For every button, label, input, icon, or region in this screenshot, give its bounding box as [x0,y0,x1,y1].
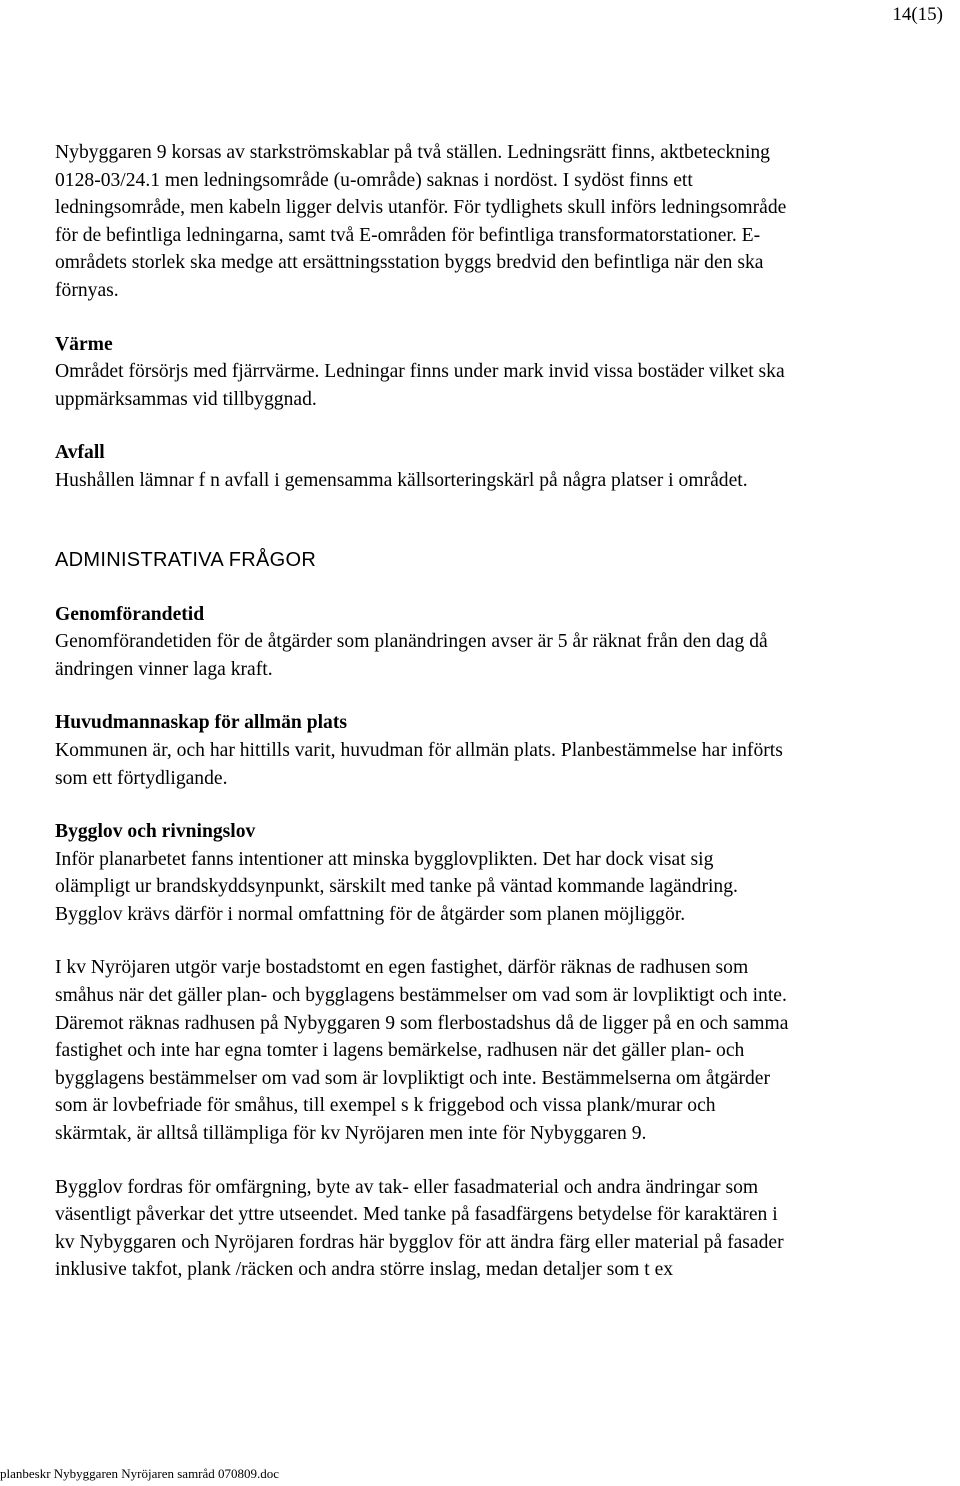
section-huvudmannaskap [55,709,955,792]
text-line: för de befintliga ledningarna, samt två E-områden för befintliga transformatorstationer. E- [55,224,761,246]
text-line: Kommunen är, och har hittills varit, huvudman för allmän plats. Planbestämmelse har införts [55,739,783,761]
heading-varme: Värme [55,333,113,355]
text-line: Däremot räknas radhusen på Nybyggaren 9 som flerbostadshus då de ligger på en och samma [55,1012,789,1034]
heading-avfall: Avfall [55,442,105,464]
text-line: som är lovbefriade för småhus, till exempel s k friggebod och vissa plank/murar och [55,1095,716,1117]
text-line: olämpligt ur brandskyddsynpunkt, särskilt med tanke på väntad kommande lagändring. [55,876,738,898]
heading-huvudmannaskap: Huvudmannaskap för allmän plats [55,712,348,734]
text-line: områdets storlek ska medge att ersättningsstation byggs bredvid den befintliga när den ska [55,252,764,274]
paragraph-ledningar [55,139,955,305]
text-line: ändringen vinner laga kraft. [55,658,273,680]
paragraph-nyrojaren [55,954,955,1147]
text-line: skärmtak, är alltså tillämpliga för kv Nyröjaren men inte för Nybyggaren 9. [55,1123,647,1145]
text-line: fastighet och inte har egna tomter i lagens bemärkelse, radhusen när det gäller plan- och [55,1040,745,1062]
text-line: Området försörjs med fjärrvärme. Ledningar finns under mark invid vissa bostäder vilket ska [55,361,785,383]
document-body [55,139,955,1284]
text-line: kv Nybyggaren och Nyröjaren fordras här bygglov för att ändra färg eller material på fasader [55,1231,784,1253]
text-line: småhus när det gäller plan- och bygglagens bestämmelser om vad som är lovpliktigt och inte. [55,985,787,1007]
section-bygglov [55,818,955,928]
section-genomforandetid [55,601,955,684]
text-line: Bygglov krävs därför i normal omfattning för de åtgärder som planen möjliggör. [55,903,686,925]
text-line: väsentligt påverkar det yttre utseendet. Med tanke på fasadfärgens betydelse för karaktären i [55,1204,778,1226]
text-line: I kv Nyröjaren utgör varje bostadstomt en egen fastighet, därför räknas de radhusen som [55,957,749,979]
paragraph-omfargning [55,1174,955,1284]
text-line: förnyas. [55,279,119,301]
text-line: Nybyggaren 9 korsas av starkströmskablar på två ställen. Ledningsrätt finns, aktbeteckning [55,142,770,163]
text-line: Genomförandetiden för de åtgärder som planändringen avser är 5 år räknat från den dag då [55,631,768,653]
text-line: Bygglov fordras för omfärgning, byte av tak- eller fasadmaterial och andra ändringar som [55,1176,759,1198]
section-title-administrativa: ADMINISTRATIVA FRÅGOR [55,548,317,571]
footer-filename: planbeskr Nybyggaren Nyröjaren samråd 070809.doc [0,1466,280,1481]
section-varme [55,331,955,414]
text-line: som ett förtydligande. [55,767,228,789]
text-line: ledningsområde, men kabeln ligger delvis utanför. För tydlighets skull införs ledningsområde [55,197,787,219]
text-line: uppmärksammas vid tillbyggnad. [55,388,317,410]
section-avfall [55,439,955,494]
text-line: Hushållen lämnar f n avfall i gemensamma källsorteringskärl på några platser i området. [55,469,748,491]
text-line: 0128-03/24.1 men ledningsområde (u-område) saknas i nordöst. I sydöst finns ett [55,169,693,191]
text-line: bygglagens bestämmelser om vad som är lovpliktigt och inte. Bestämmelserna om åtgärder [55,1067,770,1089]
text-line: Inför planarbetet fanns intentioner att minska bygglovplikten. Det har dock visat sig [55,848,714,870]
text-line: inklusive takfot, plank /räcken och andra större inslag, medan detaljer som t ex [55,1259,674,1281]
page-number: 14(15) [892,4,943,25]
heading-genomforandetid: Genomförandetid [55,603,205,625]
heading-bygglov: Bygglov och rivningslov [55,821,256,843]
